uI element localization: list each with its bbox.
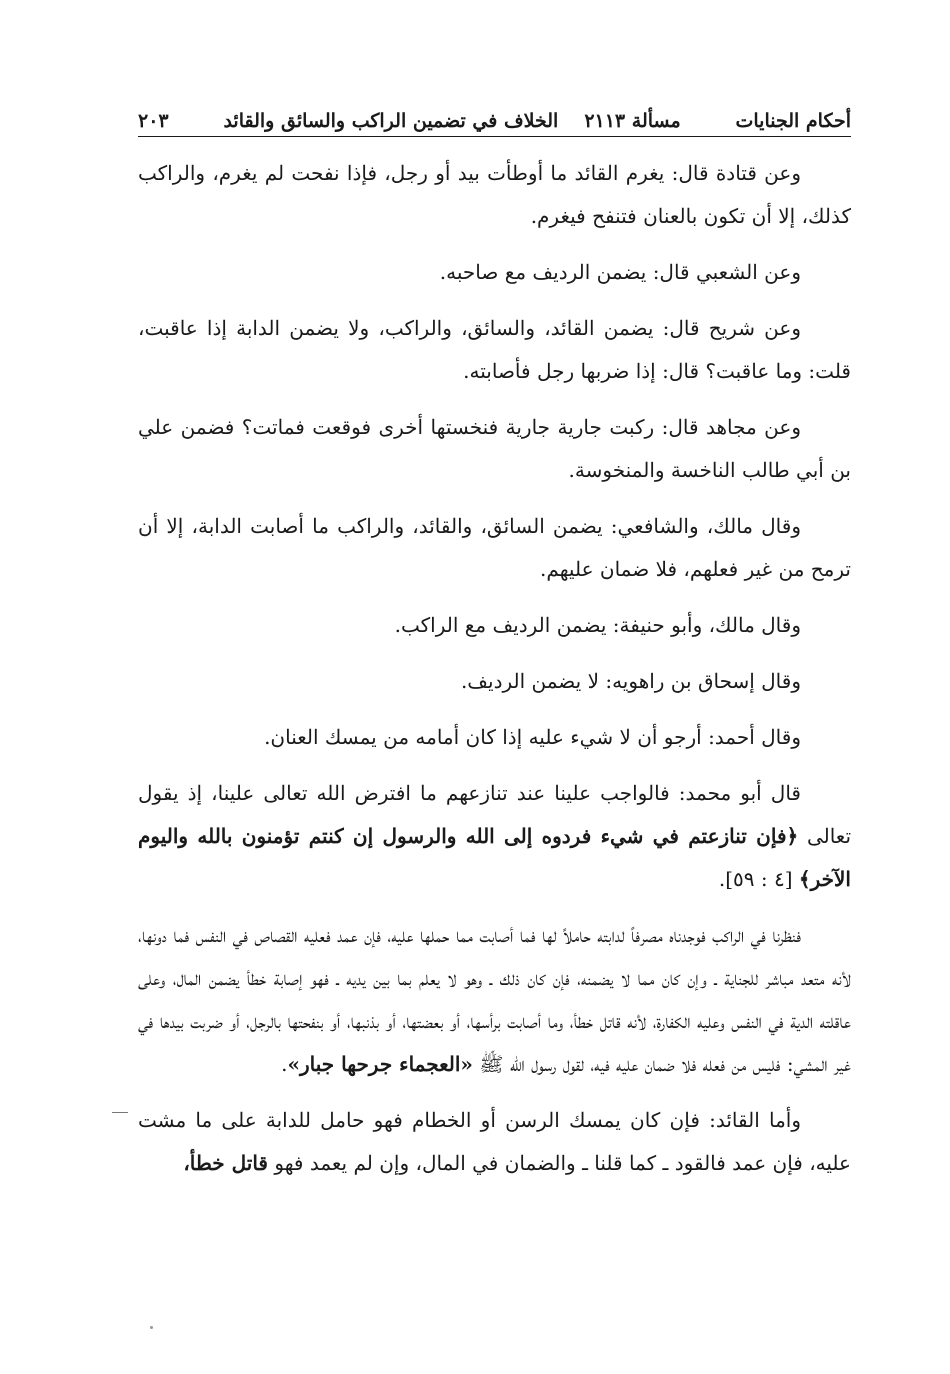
paragraph-shabi: وعن الشعبي قال: يضمن الرديف مع صاحبه.	[439, 260, 801, 284]
section-title: الخلاف في تضمين الراكب والسائق والقائد	[223, 110, 559, 132]
paragraph-shurayh: وعن شريح قال: يضمن القائد، والسائق، والراكب، ولا يضمن الدابة إذا عاقبت، قلت: وما عاقبت؟ قال: إذا ضربها رجل فأصابته.	[138, 316, 851, 383]
running-header	[138, 92, 851, 132]
page-number: ٢٠٣	[138, 110, 169, 132]
paragraph-ishaq: وقال إسحاق بن راهويه: لا يضمن الرديف.	[460, 669, 801, 693]
hadith-quote: «العجماء جرحها جبار»	[287, 1052, 473, 1076]
leader-bold-end: قاتل خطأ،	[183, 1151, 268, 1175]
rider-text: فنظرنا في الراكب فوجدناه مصرفاً لدابته حاملاً لها فما أصابت مما حملها عليه، فإن عمد فعليه القصاص في النفس فما دونها، لأنه متعد مباشر للجناية ـ وإن كان مما لا يضمنه، فإن كان ذلك ـ وهو لا يعلم بما بين يديه ـ فهو إصابة خطأ يضمن المال، وعلى عاقلته الدية في النفس وعليه الكفارة، لأنه قاتل خطأ، وما أصابت برأسها، أو بعضتها، أو بذنبها، أو بنفحتها بالرجل، أو ضربت بيدها في غير المشي: فليس من فعله فلا ضمان عليه فيه، لقول رسول الله ﷺ	[138, 923, 851, 1076]
quran-reference: [٤ : ٥٩].	[718, 867, 793, 891]
paragraph-leader	[138, 1099, 851, 1185]
quran-verse: ﴿فإن تنازعتم في شيء فردوه إلى الله والرسول إن كنتم تؤمنون بالله واليوم الآخر﴾	[138, 824, 851, 891]
paragraph-abu-muhammad	[138, 772, 851, 901]
book-title: أحكام الجنايات	[735, 110, 851, 132]
header-rule	[138, 136, 851, 137]
paragraph-malik-shafii: وقال مالك، والشافعي: يضمن السائق، والقائد، والراكب ما أصابت الدابة، إلا أن ترمح من غير فعلهم، فلا ضمان عليهم.	[138, 514, 851, 581]
paragraph-rider	[138, 914, 851, 1086]
margin-mark	[112, 1112, 128, 1113]
rider-end: .	[281, 1052, 288, 1076]
leader-text: وأما القائد: فإن كان يمسك الرسن أو الخطام فهو حامل للدابة على ما مشت عليه، فإن عمد فالقود ـ كما قلنا ـ والضمان في المال، وإن لم يعمد فهو	[138, 1108, 851, 1175]
header-middle	[223, 110, 680, 132]
scan-dot	[150, 1326, 153, 1329]
quran-intro: قال أبو محمد: فالواجب علينا عند تنازعهم ما افترض الله تعالى علينا، إذ يقول تعالى	[138, 781, 852, 848]
issue-number: مسألة ٢١١٣	[584, 110, 681, 132]
page-body	[138, 152, 851, 1198]
paragraph-malik-abu-hanifa: وقال مالك، وأبو حنيفة: يضمن الرديف مع الراكب.	[394, 613, 801, 637]
paragraph-ahmad: وقال أحمد: أرجو أن لا شيء عليه إذا كان أمامه من يمسك العنان.	[264, 725, 801, 749]
paragraph-qatada: وعن قتادة قال: يغرم القائد ما أوطأت بيد أو رجل، فإذا نفحت لم يغرم، والراكب كذلك، إلا أن تكون بالعنان فتنفح فيغرم.	[138, 161, 851, 228]
paragraph-mujahid: وعن مجاهد قال: ركبت جارية جارية فنخستها أخرى فوقعت فماتت؟ فضمن علي بن أبي طالب الناخسة والمنخوسة.	[138, 415, 851, 482]
